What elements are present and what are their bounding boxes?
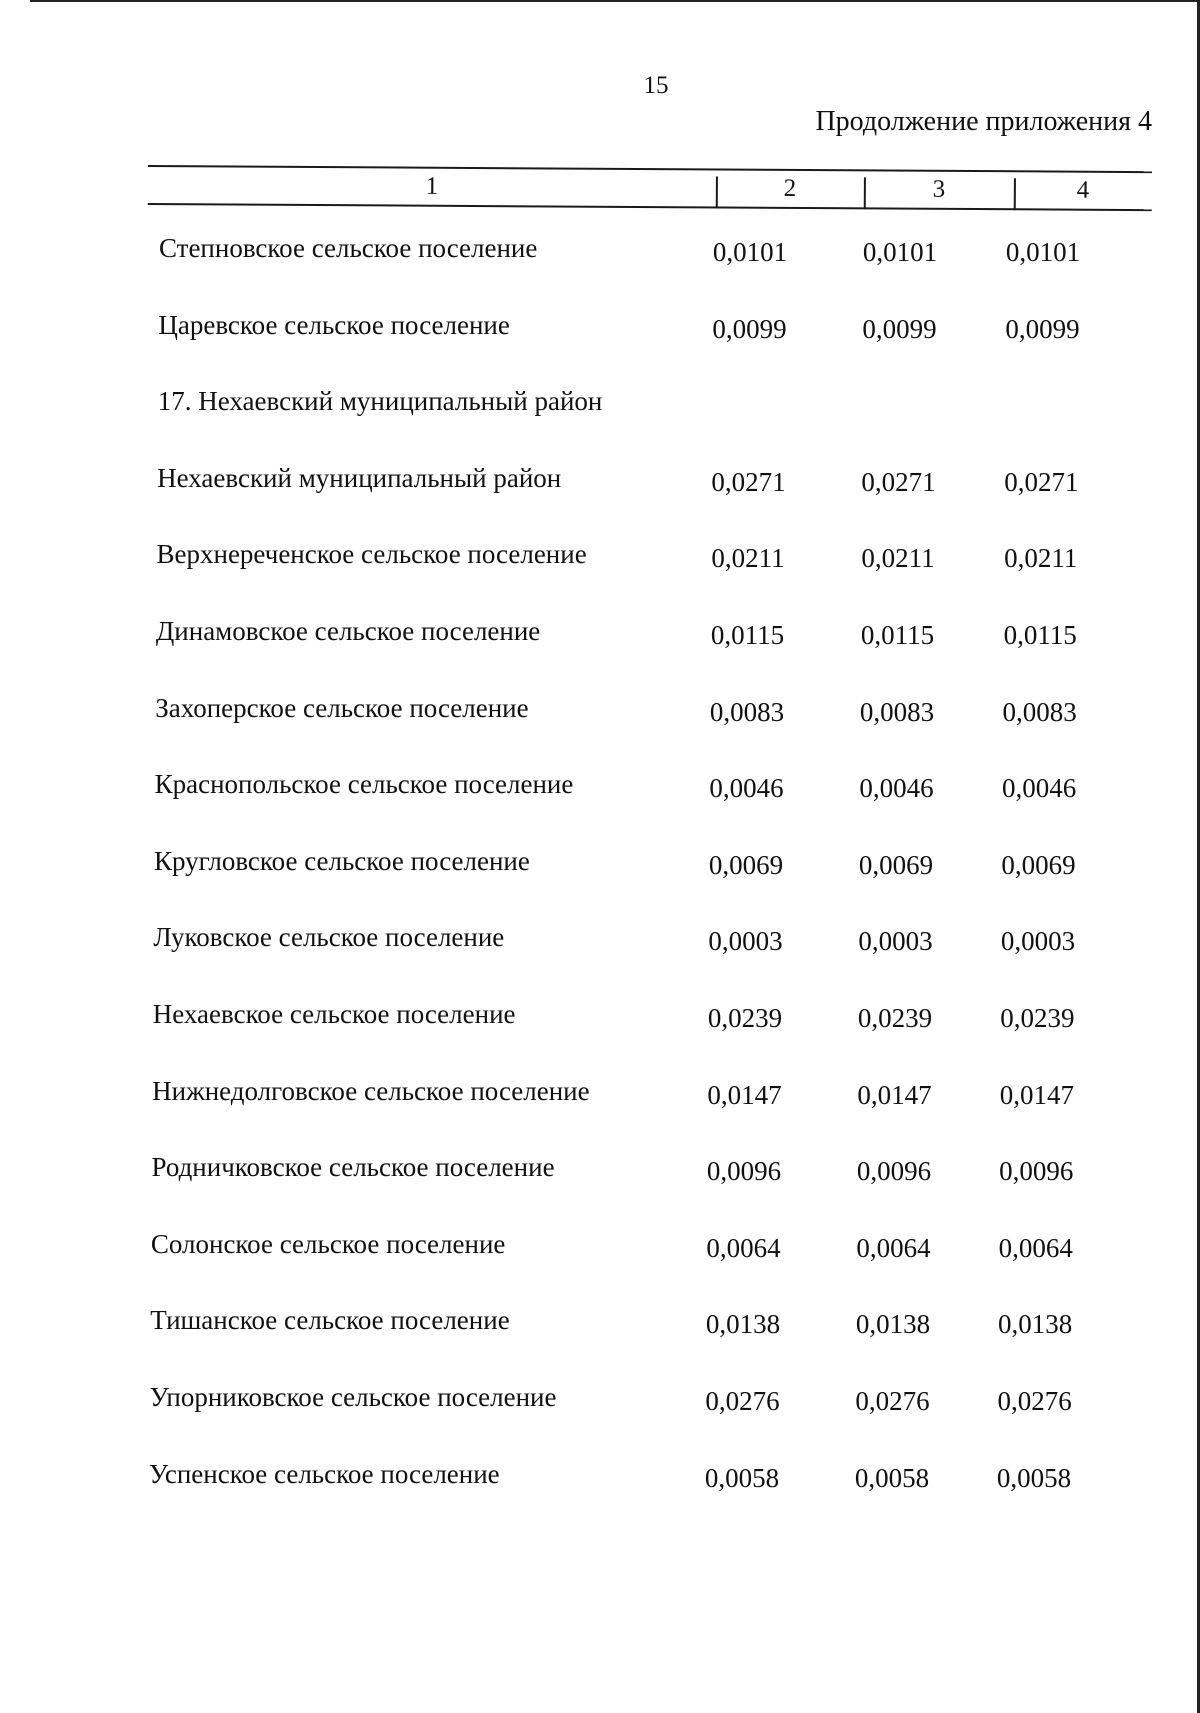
header-cell-col2: 2 (783, 174, 797, 202)
row-value-v3: 0,0003 (858, 926, 933, 957)
table-row (0, 922, 1200, 962)
row-value-v2: 0,0271 (711, 466, 786, 497)
row-value-v4: 0,0138 (998, 1309, 1073, 1340)
row-value-v4: 0,0099 (1005, 313, 1080, 344)
row-name: 17. Нехаевский муниципальный район (157, 386, 603, 417)
row-value-v4: 0,0115 (1003, 620, 1077, 650)
row-name: Родничковское сельское поселение (151, 1152, 555, 1183)
table-row (0, 769, 1200, 809)
row-value-v3: 0,0239 (857, 1003, 933, 1033)
row-value-v3: 0,0069 (858, 849, 934, 880)
row-value-v3: 0,0138 (855, 1309, 931, 1340)
header-cell-col1: 1 (425, 172, 439, 200)
row-value-v3: 0,0064 (856, 1232, 931, 1263)
row-value-v2: 0,0239 (707, 1003, 783, 1033)
row-name: Кругловское сельское поселение (154, 845, 530, 876)
row-name: Луковское сельское поселение (153, 922, 505, 953)
row-value-v2: 0,0115 (710, 620, 785, 650)
table-row (0, 693, 1200, 733)
row-value-v2: 0,0099 (712, 313, 787, 344)
row-value-v4: 0,0096 (999, 1156, 1074, 1187)
row-value-v2: 0,0046 (709, 773, 784, 804)
row-name: Нижнедолговское сельское поселение (152, 1075, 590, 1106)
row-value-v4: 0,0211 (1004, 543, 1078, 574)
row-name: Захоперское сельское поселение (155, 692, 529, 723)
row-name: Нехаевский муниципальный район (157, 462, 562, 493)
row-value-v2: 0,0276 (705, 1386, 780, 1416)
header-cell-col4: 4 (1076, 176, 1090, 204)
table-header (148, 165, 1152, 211)
header-cell-col3: 3 (932, 175, 946, 203)
row-name: Степновское сельское поселение (159, 233, 538, 263)
row-value-v4: 0,0069 (1001, 849, 1076, 880)
row-value-v4: 0,0271 (1004, 466, 1079, 497)
row-value-v4: 0,0101 (1005, 237, 1081, 267)
table-row (0, 846, 1200, 886)
row-name: Тишанское сельское поселение (150, 1305, 510, 1336)
row-value-v2: 0,0003 (708, 926, 783, 957)
table-row (0, 310, 1200, 350)
row-value-v2: 0,0058 (704, 1462, 780, 1493)
row-value-v4: 0,0147 (999, 1079, 1074, 1110)
table-row (0, 233, 1200, 273)
row-name: Нехаевское сельское поселение (152, 999, 516, 1029)
row-value-v2: 0,0083 (709, 696, 785, 727)
row-name: Солонское сельское поселение (150, 1228, 506, 1259)
row-value-v3: 0,0101 (862, 237, 938, 267)
table-row (0, 616, 1200, 656)
row-value-v3: 0,0099 (862, 313, 937, 344)
row-value-v4: 0,0064 (998, 1232, 1073, 1263)
row-value-v2: 0,0069 (708, 849, 784, 880)
row-value-v4: 0,0003 (1000, 926, 1076, 957)
table-row (0, 1459, 1200, 1499)
row-value-v4: 0,0046 (1001, 773, 1077, 804)
table-row (0, 999, 1200, 1039)
row-value-v3: 0,0211 (861, 543, 935, 574)
row-name: Верхнереченское сельское поселение (156, 539, 587, 570)
row-name: Динамовское сельское поселение (155, 616, 541, 646)
row-value-v2: 0,0064 (706, 1232, 781, 1263)
row-name: Краснопольское сельское поселение (154, 769, 574, 800)
table-row (0, 386, 1200, 426)
row-value-v3: 0,0046 (859, 773, 934, 804)
table-row (0, 1152, 1200, 1192)
table-row (0, 539, 1200, 579)
row-value-v2: 0,0096 (706, 1156, 782, 1187)
table-row (0, 1382, 1200, 1422)
row-value-v4: 0,0276 (997, 1386, 1072, 1416)
row-value-v2: 0,0147 (707, 1079, 782, 1110)
row-value-v2: 0,0211 (711, 543, 785, 574)
row-value-v4: 0,0239 (1000, 1003, 1075, 1033)
continuation-title: Продолжение приложения 4 (815, 106, 1152, 137)
row-value-v3: 0,0096 (856, 1156, 932, 1187)
row-name: Успенское сельское поселение (149, 1458, 500, 1489)
table-row (0, 1076, 1200, 1116)
row-value-v4: 0,0083 (1002, 696, 1077, 727)
row-value-v3: 0,0058 (854, 1462, 930, 1493)
row-value-v3: 0,0276 (855, 1386, 930, 1416)
row-value-v3: 0,0147 (857, 1079, 932, 1110)
row-value-v3: 0,0271 (861, 466, 936, 497)
row-name: Царевское сельское поселение (158, 309, 510, 340)
table-row (0, 1305, 1200, 1345)
row-value-v3: 0,0115 (860, 620, 935, 650)
row-value-v2: 0,0101 (712, 237, 788, 267)
table-row (0, 463, 1200, 503)
row-value-v3: 0,0083 (859, 696, 935, 727)
row-value-v2: 0,0138 (705, 1309, 781, 1340)
row-value-v4: 0,0058 (996, 1462, 1072, 1493)
page-top-edge (30, 0, 1200, 2)
row-name: Упорниковское сельское поселение (149, 1382, 557, 1412)
table-row (0, 1229, 1200, 1269)
page-number: 15 (643, 72, 669, 99)
